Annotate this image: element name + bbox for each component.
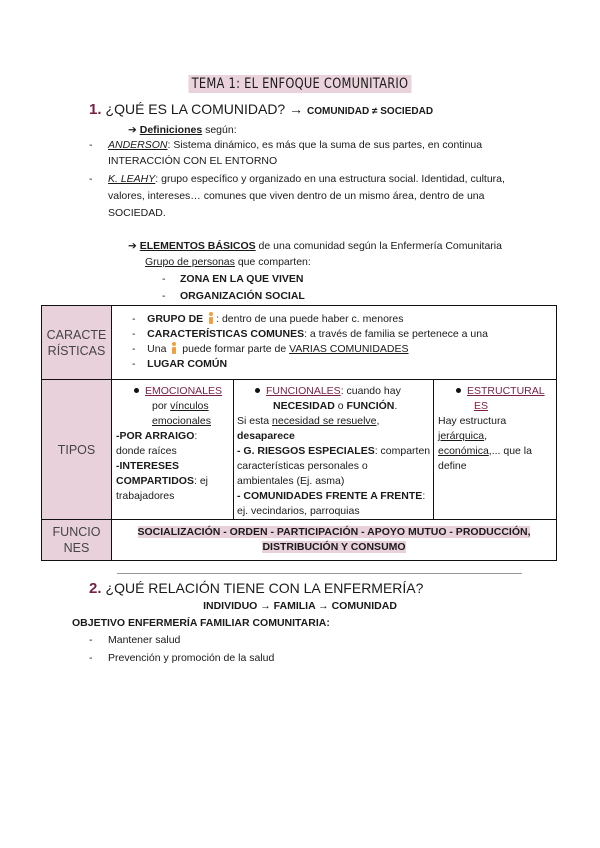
elements-label: ELEMENTOS BÁSICOS: [139, 240, 256, 252]
bullet-icon: [134, 388, 139, 393]
bullet-icon: [456, 388, 461, 393]
characteristic-multiple: - Una puede formar parte de VARIAS COMUNIDADES: [132, 343, 409, 355]
dash-bullet: -: [162, 290, 166, 302]
divider: [117, 573, 522, 574]
row-characteristics: [42, 306, 557, 380]
person-icon: [171, 342, 177, 354]
header-characteristics: CARACTE RÍSTICAS: [42, 306, 112, 380]
person-icon: [208, 312, 214, 324]
elements-heading: ➔ ELEMENTOS BÁSICOS de una comunidad según la Enfermería Comunitaria: [128, 240, 502, 252]
objective-item-1: Mantener salud: [108, 634, 181, 646]
section-1-heading: [89, 101, 433, 118]
definition-leahy-l3: SOCIEDAD.: [108, 207, 166, 219]
section-2-heading: [89, 580, 423, 597]
definitions-label: Definiciones: [139, 124, 203, 136]
header-functions: FUNCIO NES: [42, 520, 112, 561]
type-structural: ESTRUCTURAL ES Hay estructura jerárquica, económica,... que la define: [434, 380, 557, 520]
characteristic-place: - LUGAR COMÚN: [132, 358, 228, 370]
section-1-question: ¿QUÉ ES LA COMUNIDAD? →: [105, 101, 307, 117]
objective-item-2: Prevención y promoción de la salud: [108, 652, 275, 664]
row-types: [42, 380, 557, 520]
characteristics-cell: [112, 306, 557, 380]
author-anderson: ANDERSON: [108, 139, 168, 151]
functions-cell: SOCIALIZACIÓN - ORDEN - PARTICIPACIÓN - APOYO MUTUO - PRODUCCIÓN, DISTRIBUCIÓN Y CONSUMO: [112, 520, 557, 561]
bullet-icon: [255, 388, 260, 393]
page-title: TEMA 1: EL ENFOQUE COMUNITARIO: [54, 76, 546, 92]
element-organization: ORGANIZACIÓN SOCIAL: [180, 290, 305, 302]
author-leahy: K. LEAHY: [108, 173, 156, 185]
type-functional: FUNCIONALES: cuando hay NECESIDAD o FUNCIÓN. Si esta necesidad se resuelve, desaparece - G. RIESGOS ESPECIALES: comparten características personales o ambientales (Ej. asma) - COMUNIDADES FRENTE A FRENTE: ej. vecindarios, parroquias: [234, 380, 434, 520]
section-1-number: 1.: [89, 101, 102, 118]
row-functions: [42, 520, 557, 561]
relation-chain: INDIVIDUO → FAMILIA → COMUNIDAD: [203, 600, 397, 612]
community-table: [41, 305, 557, 561]
definition-leahy-l1: K. LEAHY: grupo específico y organizado en una estructura social. Identidad, cultura,: [108, 173, 505, 185]
section-2-question: ¿QUÉ RELACIÓN TIENE CON LA ENFERMERÍA?: [105, 580, 424, 596]
objective-heading: OBJETIVO ENFERMERÍA FAMILIAR COMUNITARIA:: [72, 617, 330, 629]
header-types: TIPOS: [42, 380, 112, 520]
definition-anderson-l2: INTERACCIÓN CON EL ENTORNO: [108, 155, 278, 167]
dash-bullet: -: [89, 634, 93, 646]
element-zone: ZONA EN LA QUE VIVEN: [180, 273, 304, 285]
definitions-suffix: según:: [202, 124, 237, 136]
group-of-people: Grupo de personas que comparten:: [145, 256, 311, 268]
definitions-heading: [128, 124, 237, 136]
definition-anderson-l1: ANDERSON: Sistema dinámico, es más que la suma de sus partes, en continua: [108, 139, 483, 151]
dash-bullet: -: [89, 173, 93, 185]
arrow-icon: ➔: [128, 124, 137, 136]
characteristic-common: - CARACTERÍSTICAS COMUNES: a través de familia se pertenece a una: [132, 328, 488, 340]
definition-leahy-l2: valores, intereses… comunes que viven dentro de un mismo área, dentro de una: [108, 190, 485, 202]
characteristic-group: - GRUPO DE : dentro de una puede haber c. menores: [132, 313, 404, 325]
arrow-icon: ➔: [128, 240, 137, 252]
section-2-number: 2.: [89, 580, 102, 597]
dash-bullet: -: [89, 652, 93, 664]
dash-bullet: -: [162, 273, 166, 285]
community-vs-society: COMUNIDAD ≠ SOCIEDAD: [307, 106, 434, 117]
dash-bullet: -: [89, 139, 93, 151]
type-emotional: EMOCIONALES por vínculos emocionales -POR ARRAIGO: donde raíces -INTERESES COMPARTIDOS: ej trabajadores: [112, 380, 234, 520]
